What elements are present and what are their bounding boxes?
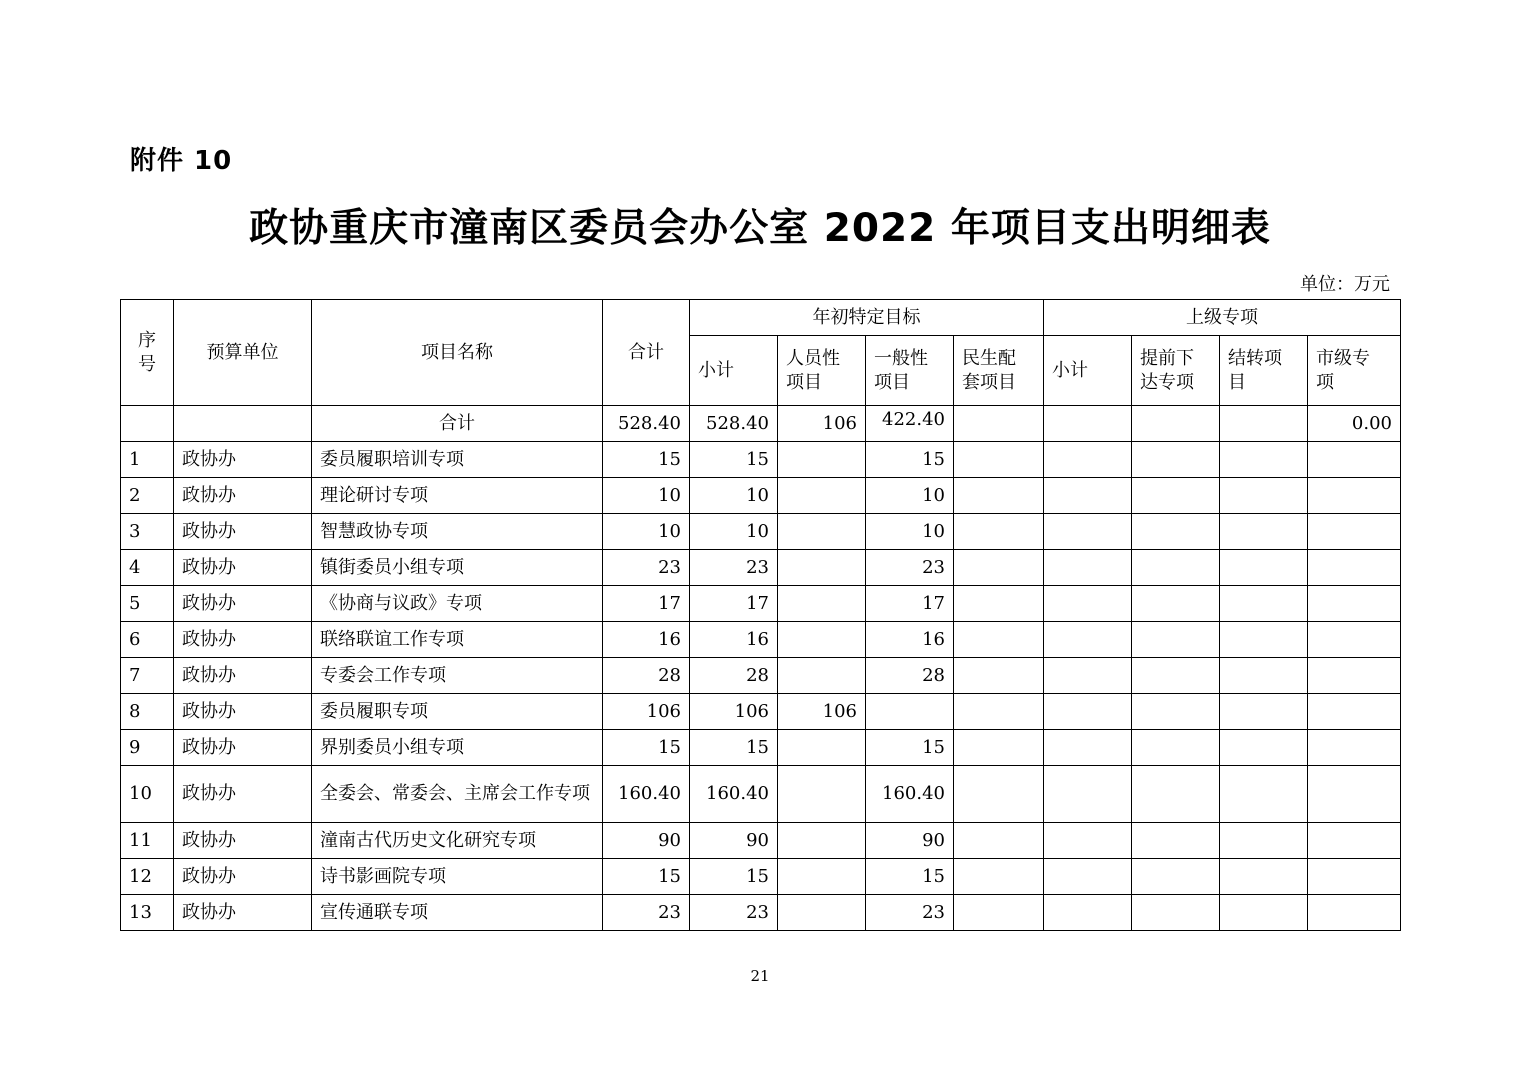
project-expenditure-table [120,299,1401,931]
initial-subtotal-cell: 106 [690,694,778,730]
table-row [121,550,1401,586]
seq-cell: 11 [121,823,174,859]
superior-advance-cell [1132,895,1220,931]
initial-general-cell: 17 [866,586,954,622]
superior-carryover-cell [1220,859,1308,895]
total-superior-city: 0.00 [1308,406,1401,442]
total-cell: 15 [603,730,690,766]
initial-personnel-cell [778,766,866,823]
initial-livelihood-cell [954,550,1044,586]
superior-city-cell [1308,658,1401,694]
initial-livelihood-cell [954,658,1044,694]
seq-cell: 10 [121,766,174,823]
initial-livelihood-cell [954,895,1044,931]
budget-unit-cell: 政协办 [174,442,312,478]
total-label: 合计 [312,406,603,442]
initial-personnel-cell [778,442,866,478]
total-superior-carryover [1220,406,1308,442]
total-cell: 23 [603,895,690,931]
superior-carryover-cell [1220,622,1308,658]
table-row [121,895,1401,931]
table-row [121,514,1401,550]
seq-cell: 1 [121,442,174,478]
initial-subtotal-cell: 15 [690,859,778,895]
initial-livelihood-cell [954,622,1044,658]
budget-unit-cell: 政协办 [174,622,312,658]
header-superior-subtotal: 小计 [1044,336,1132,406]
initial-livelihood-cell [954,823,1044,859]
seq-cell: 3 [121,514,174,550]
superior-advance-cell [1132,859,1220,895]
superior-advance-cell [1132,586,1220,622]
table-row [121,658,1401,694]
project-name-cell: 委员履职专项 [312,694,603,730]
table-row [121,442,1401,478]
total-superior-subtotal [1044,406,1132,442]
initial-livelihood-cell [954,859,1044,895]
initial-livelihood-cell [954,730,1044,766]
initial-subtotal-cell: 15 [690,442,778,478]
document-title: 政协重庆市潼南区委员会办公室 2022 年项目支出明细表 [249,206,1271,251]
initial-livelihood-cell [954,514,1044,550]
total-cell: 106 [603,694,690,730]
initial-livelihood-cell [954,442,1044,478]
total-initial-general: 422.40 [866,406,954,442]
superior-subtotal-cell [1044,859,1132,895]
initial-livelihood-cell [954,586,1044,622]
seq-cell: 4 [121,550,174,586]
total-cell: 15 [603,442,690,478]
table-row [121,766,1401,823]
seq-cell: 2 [121,478,174,514]
initial-personnel-cell [778,550,866,586]
table-row [121,586,1401,622]
superior-city-cell [1308,823,1401,859]
project-name-cell: 专委会工作专项 [312,658,603,694]
total-cell: 15 [603,859,690,895]
superior-advance-cell [1132,478,1220,514]
table-row [121,694,1401,730]
budget-unit-cell: 政协办 [174,859,312,895]
superior-carryover-cell [1220,766,1308,823]
table-row [121,478,1401,514]
seq-cell: 8 [121,694,174,730]
superior-city-cell [1308,586,1401,622]
project-name-cell: 理论研讨专项 [312,478,603,514]
project-name-cell: 界别委员小组专项 [312,730,603,766]
initial-personnel-cell [778,586,866,622]
initial-general-cell: 10 [866,514,954,550]
superior-city-cell [1308,730,1401,766]
superior-subtotal-cell [1044,658,1132,694]
attachment-label: 附件 10 [130,146,233,176]
initial-subtotal-cell: 90 [690,823,778,859]
total-cell: 10 [603,478,690,514]
total-total: 528.40 [603,406,690,442]
superior-carryover-cell [1220,895,1308,931]
superior-carryover-cell [1220,478,1308,514]
superior-carryover-cell [1220,823,1308,859]
header-row-1 [121,300,1401,336]
superior-advance-cell [1132,658,1220,694]
project-name-cell: 《协商与议政》专项 [312,586,603,622]
superior-carryover-cell [1220,694,1308,730]
header-group-superior: 上级专项 [1044,300,1401,336]
superior-city-cell [1308,622,1401,658]
superior-city-cell [1308,514,1401,550]
unit-label: 单位：万元 [1300,274,1390,295]
superior-city-cell [1308,478,1401,514]
header-initial-subtotal: 小计 [690,336,778,406]
superior-advance-cell [1132,442,1220,478]
superior-subtotal-cell [1044,730,1132,766]
initial-subtotal-cell: 23 [690,895,778,931]
superior-city-cell [1308,550,1401,586]
project-name-cell: 镇街委员小组专项 [312,550,603,586]
initial-general-cell: 15 [866,442,954,478]
superior-city-cell [1308,895,1401,931]
initial-general-cell: 28 [866,658,954,694]
total-row [121,406,1401,442]
seq-cell: 13 [121,895,174,931]
header-initial-personnel: 人员性 项目 [778,336,866,406]
header-superior-city: 市级专 项 [1308,336,1401,406]
header-superior-carryover: 结转项 目 [1220,336,1308,406]
superior-advance-cell [1132,766,1220,823]
total-unit-cell [174,406,312,442]
data-rows [121,442,1401,931]
superior-subtotal-cell [1044,766,1132,823]
initial-subtotal-cell: 17 [690,586,778,622]
seq-cell: 5 [121,586,174,622]
superior-carryover-cell [1220,658,1308,694]
superior-carryover-cell [1220,730,1308,766]
initial-subtotal-cell: 10 [690,514,778,550]
superior-subtotal-cell [1044,622,1132,658]
superior-city-cell [1308,442,1401,478]
initial-general-cell: 16 [866,622,954,658]
initial-livelihood-cell [954,478,1044,514]
initial-personnel-cell [778,859,866,895]
superior-carryover-cell [1220,550,1308,586]
superior-subtotal-cell [1044,550,1132,586]
initial-general-cell: 90 [866,823,954,859]
initial-personnel-cell [778,658,866,694]
total-cell: 160.40 [603,766,690,823]
initial-personnel-cell: 106 [778,694,866,730]
superior-subtotal-cell [1044,823,1132,859]
superior-advance-cell [1132,514,1220,550]
initial-general-cell: 10 [866,478,954,514]
superior-subtotal-cell [1044,478,1132,514]
superior-subtotal-cell [1044,895,1132,931]
header-project-name: 项目名称 [312,300,603,406]
superior-carryover-cell [1220,586,1308,622]
budget-unit-cell: 政协办 [174,730,312,766]
initial-general-cell: 15 [866,859,954,895]
header-total: 合计 [603,300,690,406]
initial-personnel-cell [778,514,866,550]
initial-subtotal-cell: 23 [690,550,778,586]
initial-general-cell: 15 [866,730,954,766]
project-name-cell: 联络联谊工作专项 [312,622,603,658]
header-superior-advance: 提前下 达专项 [1132,336,1220,406]
project-name-cell: 全委会、常委会、主席会工作专项 [312,766,603,823]
budget-unit-cell: 政协办 [174,514,312,550]
initial-personnel-cell [778,622,866,658]
total-cell: 90 [603,823,690,859]
project-name-cell: 智慧政协专项 [312,514,603,550]
budget-unit-cell: 政协办 [174,823,312,859]
header-initial-general: 一般性 项目 [866,336,954,406]
total-initial-subtotal: 528.40 [690,406,778,442]
table-row [121,823,1401,859]
initial-personnel-cell [778,895,866,931]
project-name-cell: 潼南古代历史文化研究专项 [312,823,603,859]
superior-carryover-cell [1220,514,1308,550]
seq-cell: 7 [121,658,174,694]
initial-personnel-cell [778,823,866,859]
total-superior-advance [1132,406,1220,442]
project-name-cell: 诗书影画院专项 [312,859,603,895]
seq-cell: 6 [121,622,174,658]
superior-city-cell [1308,766,1401,823]
total-cell: 23 [603,550,690,586]
initial-subtotal-cell: 160.40 [690,766,778,823]
superior-advance-cell [1132,694,1220,730]
budget-unit-cell: 政协办 [174,766,312,823]
budget-unit-cell: 政协办 [174,586,312,622]
total-initial-personnel: 106 [778,406,866,442]
superior-carryover-cell [1220,442,1308,478]
initial-subtotal-cell: 16 [690,622,778,658]
page-number: 21 [750,967,770,985]
project-name-cell: 宣传通联专项 [312,895,603,931]
budget-unit-cell: 政协办 [174,694,312,730]
header-initial-livelihood: 民生配 套项目 [954,336,1044,406]
table-row [121,859,1401,895]
budget-unit-cell: 政协办 [174,550,312,586]
seq-cell: 9 [121,730,174,766]
budget-unit-cell: 政协办 [174,895,312,931]
initial-personnel-cell [778,478,866,514]
superior-city-cell [1308,859,1401,895]
initial-subtotal-cell: 28 [690,658,778,694]
initial-subtotal-cell: 10 [690,478,778,514]
budget-unit-cell: 政协办 [174,658,312,694]
superior-advance-cell [1132,823,1220,859]
superior-subtotal-cell [1044,442,1132,478]
total-seq-cell [121,406,174,442]
initial-livelihood-cell [954,766,1044,823]
initial-general-cell: 23 [866,895,954,931]
superior-subtotal-cell [1044,586,1132,622]
header-seq: 序 号 [121,300,174,406]
project-name-cell: 委员履职培训专项 [312,442,603,478]
initial-subtotal-cell: 15 [690,730,778,766]
table-row [121,730,1401,766]
superior-subtotal-cell [1044,514,1132,550]
superior-subtotal-cell [1044,694,1132,730]
superior-advance-cell [1132,622,1220,658]
total-cell: 16 [603,622,690,658]
initial-general-cell [866,694,954,730]
superior-advance-cell [1132,730,1220,766]
initial-general-cell: 23 [866,550,954,586]
budget-unit-cell: 政协办 [174,478,312,514]
seq-cell: 12 [121,859,174,895]
header-group-initial: 年初特定目标 [690,300,1044,336]
total-cell: 28 [603,658,690,694]
header-budget-unit: 预算单位 [174,300,312,406]
total-initial-livelihood [954,406,1044,442]
total-cell: 10 [603,514,690,550]
initial-personnel-cell [778,730,866,766]
initial-livelihood-cell [954,694,1044,730]
superior-city-cell [1308,694,1401,730]
superior-advance-cell [1132,550,1220,586]
initial-general-cell: 160.40 [866,766,954,823]
total-cell: 17 [603,586,690,622]
table-row [121,622,1401,658]
